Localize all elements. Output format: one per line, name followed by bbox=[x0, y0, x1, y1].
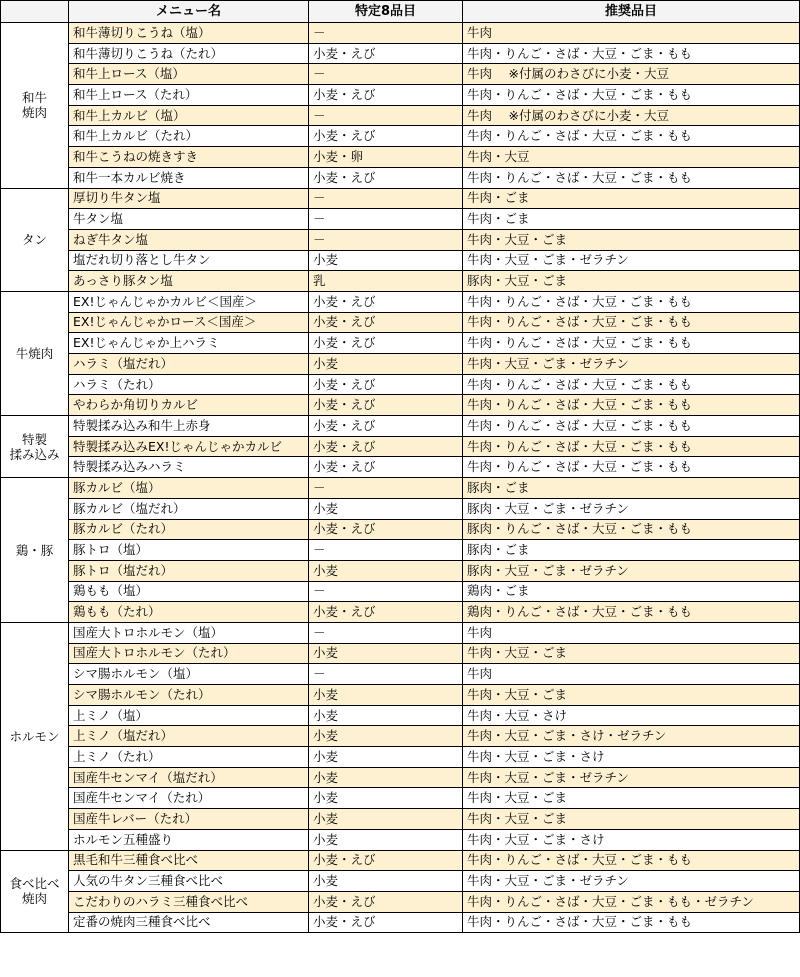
recommended-cell: 牛肉・りんご・さば・大豆・ごま・もも bbox=[463, 850, 800, 871]
table-row bbox=[1, 85, 800, 106]
allergen-cell: 小麦・えび bbox=[309, 312, 463, 333]
table-row bbox=[1, 912, 800, 933]
table-row bbox=[1, 498, 800, 519]
table-row bbox=[1, 457, 800, 478]
table-row bbox=[1, 354, 800, 375]
menu-name-cell: 和牛上カルビ（塩） bbox=[69, 105, 309, 126]
recommended-cell: 牛肉・りんご・さば・大豆・ごま・もも bbox=[463, 416, 800, 437]
recommended-cell: 牛肉・大豆 bbox=[463, 147, 800, 168]
allergen-cell: 小麦 bbox=[309, 726, 463, 747]
menu-name-cell: 鶏もも（たれ） bbox=[69, 602, 309, 623]
table-row bbox=[1, 519, 800, 540]
table-row bbox=[1, 23, 800, 44]
allergen-cell: 小麦 bbox=[309, 871, 463, 892]
allergen-cell: 小麦・えび bbox=[309, 291, 463, 312]
table-row bbox=[1, 891, 800, 912]
allergen-cell: 小麦・えび bbox=[309, 43, 463, 64]
table-row bbox=[1, 540, 800, 561]
allergen-cell: － bbox=[309, 478, 463, 499]
recommended-cell: 牛肉・りんご・さば・大豆・ごま・もも bbox=[463, 167, 800, 188]
recommended-cell: 豚肉・大豆・ごま・ゼラチン bbox=[463, 560, 800, 581]
menu-name-cell: 和牛こうねの焼きすき bbox=[69, 147, 309, 168]
allergen-cell: － bbox=[309, 581, 463, 602]
menu-name-cell: シマ腸ホルモン（塩） bbox=[69, 664, 309, 685]
menu-name-cell: 豚カルビ（たれ） bbox=[69, 519, 309, 540]
allergen-cell: 小麦・えび bbox=[309, 891, 463, 912]
allergen-cell: 小麦 bbox=[309, 250, 463, 271]
allergen-cell: － bbox=[309, 209, 463, 230]
menu-name-cell: 和牛一本カルビ焼き bbox=[69, 167, 309, 188]
recommended-cell: 牛肉・大豆・ごま・ゼラチン bbox=[463, 871, 800, 892]
menu-name-cell: 和牛上ロース（たれ） bbox=[69, 85, 309, 106]
table-row bbox=[1, 850, 800, 871]
allergen-cell: － bbox=[309, 188, 463, 209]
table-row bbox=[1, 126, 800, 147]
recommended-cell: 牛肉・大豆・ごま bbox=[463, 788, 800, 809]
table-row bbox=[1, 147, 800, 168]
table-row bbox=[1, 478, 800, 499]
allergen-cell: － bbox=[309, 664, 463, 685]
recommended-cell: 牛肉・ごま bbox=[463, 209, 800, 230]
table-row bbox=[1, 747, 800, 768]
recommended-cell: 豚肉・大豆・ごま・ゼラチン bbox=[463, 498, 800, 519]
table-body bbox=[1, 23, 800, 933]
recommended-cell: 牛肉・りんご・さば・大豆・ごま・もも bbox=[463, 291, 800, 312]
allergen-cell: 小麦 bbox=[309, 354, 463, 375]
recommended-cell: 牛肉・りんご・さば・大豆・ごま・もも bbox=[463, 333, 800, 354]
recommended-cell: 牛肉・大豆・ごま・さけ bbox=[463, 829, 800, 850]
table-row bbox=[1, 271, 800, 292]
table-row bbox=[1, 188, 800, 209]
header-menu-name: メニュー名 bbox=[69, 1, 309, 23]
allergen-cell: 小麦 bbox=[309, 705, 463, 726]
recommended-cell: 牛肉・大豆・ごま bbox=[463, 643, 800, 664]
recommended-cell: 牛肉 bbox=[463, 622, 800, 643]
recommended-cell: 牛肉・りんご・さば・大豆・ごま・もも bbox=[463, 912, 800, 933]
recommended-cell: 牛肉・りんご・さば・大豆・ごま・もも bbox=[463, 43, 800, 64]
recommended-cell: 豚肉・りんご・さば・大豆・ごま・もも bbox=[463, 519, 800, 540]
recommended-cell: 牛肉・大豆・ごま bbox=[463, 809, 800, 830]
recommended-cell: 牛肉・りんご・さば・大豆・ごま・もも bbox=[463, 85, 800, 106]
menu-name-cell: 豚トロ（塩） bbox=[69, 540, 309, 561]
allergen-cell: － bbox=[309, 622, 463, 643]
menu-name-cell: 国産牛センマイ（塩だれ） bbox=[69, 767, 309, 788]
table-row bbox=[1, 374, 800, 395]
allergen-cell: － bbox=[309, 105, 463, 126]
table-row bbox=[1, 664, 800, 685]
menu-name-cell: やわらか角切りカルビ bbox=[69, 395, 309, 416]
menu-name-cell: ねぎ牛タン塩 bbox=[69, 229, 309, 250]
recommended-cell: 牛肉・りんご・さば・大豆・ごま・もも bbox=[463, 457, 800, 478]
category-cell: ホルモン bbox=[1, 622, 69, 850]
menu-name-cell: シマ腸ホルモン（たれ） bbox=[69, 685, 309, 706]
allergen-cell: 小麦 bbox=[309, 560, 463, 581]
table-row bbox=[1, 416, 800, 437]
table-row bbox=[1, 291, 800, 312]
table-row bbox=[1, 809, 800, 830]
table-row bbox=[1, 333, 800, 354]
table-row bbox=[1, 250, 800, 271]
category-cell: 牛焼肉 bbox=[1, 291, 69, 415]
menu-name-cell: 人気の牛タン三種食べ比べ bbox=[69, 871, 309, 892]
menu-name-cell: 定番の焼肉三種食べ比べ bbox=[69, 912, 309, 933]
recommended-cell: 牛肉・大豆・ごま・ゼラチン bbox=[463, 767, 800, 788]
table-row bbox=[1, 436, 800, 457]
allergen-cell: 小麦 bbox=[309, 809, 463, 830]
table-row bbox=[1, 829, 800, 850]
menu-name-cell: ハラミ（塩だれ） bbox=[69, 354, 309, 375]
menu-name-cell: 上ミノ（塩だれ） bbox=[69, 726, 309, 747]
table-row bbox=[1, 685, 800, 706]
recommended-cell: 牛肉・りんご・さば・大豆・ごま・もも bbox=[463, 374, 800, 395]
header-blank bbox=[1, 1, 69, 23]
menu-name-cell: 豚トロ（塩だれ） bbox=[69, 560, 309, 581]
menu-name-cell: 和牛薄切りこうね（塩） bbox=[69, 23, 309, 44]
allergen-cell: 小麦・えび bbox=[309, 395, 463, 416]
recommended-cell: 牛肉・りんご・さば・大豆・ごま・もも bbox=[463, 395, 800, 416]
table-row bbox=[1, 602, 800, 623]
allergen-cell: 小麦 bbox=[309, 685, 463, 706]
table-row bbox=[1, 871, 800, 892]
menu-name-cell: 鶏もも（塩） bbox=[69, 581, 309, 602]
category-cell: 和牛 焼肉 bbox=[1, 23, 69, 189]
allergen-cell: － bbox=[309, 540, 463, 561]
menu-name-cell: 国産大トロホルモン（たれ） bbox=[69, 643, 309, 664]
menu-name-cell: 黒毛和牛三種食べ比べ bbox=[69, 850, 309, 871]
menu-name-cell: EX!じゃんじゃかカルビ＜国産＞ bbox=[69, 291, 309, 312]
table-row bbox=[1, 312, 800, 333]
recommended-cell: 牛肉・大豆・ごま・ゼラチン bbox=[463, 354, 800, 375]
recommended-cell: 牛肉・大豆・ごま・さけ・ゼラチン bbox=[463, 726, 800, 747]
category-cell: 特製 揉み込み bbox=[1, 416, 69, 478]
table-row bbox=[1, 64, 800, 85]
table-row bbox=[1, 643, 800, 664]
allergen-cell: 小麦・えび bbox=[309, 126, 463, 147]
recommended-cell: 牛肉・大豆・さけ bbox=[463, 705, 800, 726]
allergen-cell: 小麦・えび bbox=[309, 436, 463, 457]
recommended-cell: 牛肉・りんご・さば・大豆・ごま・もも bbox=[463, 312, 800, 333]
allergen-cell: 小麦 bbox=[309, 829, 463, 850]
menu-name-cell: 牛タン塩 bbox=[69, 209, 309, 230]
table-row bbox=[1, 705, 800, 726]
allergen-cell: 小麦・えび bbox=[309, 912, 463, 933]
allergen-cell: 小麦 bbox=[309, 643, 463, 664]
table-row bbox=[1, 622, 800, 643]
allergen-cell: － bbox=[309, 64, 463, 85]
menu-name-cell: 和牛上ロース（塩） bbox=[69, 64, 309, 85]
recommended-cell: 鶏肉・りんご・さば・大豆・ごま・もも bbox=[463, 602, 800, 623]
menu-name-cell: 特製揉み込みEX!じゃんじゃかカルビ bbox=[69, 436, 309, 457]
recommended-cell: 豚肉・ごま bbox=[463, 540, 800, 561]
table-row bbox=[1, 726, 800, 747]
menu-name-cell: EX!じゃんじゃかロース＜国産＞ bbox=[69, 312, 309, 333]
recommended-cell: 牛肉・大豆・ごま・ゼラチン bbox=[463, 250, 800, 271]
recommended-cell: 牛肉 ※付属のわさびに小麦・大豆 bbox=[463, 64, 800, 85]
allergen-cell: － bbox=[309, 23, 463, 44]
recommended-cell: 牛肉・りんご・さば・大豆・ごま・もも bbox=[463, 126, 800, 147]
menu-name-cell: 和牛上カルビ（たれ） bbox=[69, 126, 309, 147]
table-row bbox=[1, 788, 800, 809]
allergen-cell: 小麦・えび bbox=[309, 85, 463, 106]
table-row bbox=[1, 229, 800, 250]
recommended-cell: 牛肉・りんご・さば・大豆・ごま・もも・ゼラチン bbox=[463, 891, 800, 912]
menu-name-cell: 塩だれ切り落とし牛タン bbox=[69, 250, 309, 271]
allergen-cell: 小麦・えび bbox=[309, 167, 463, 188]
category-cell: 食べ比べ 焼肉 bbox=[1, 850, 69, 933]
menu-name-cell: 厚切り牛タン塩 bbox=[69, 188, 309, 209]
menu-name-cell: ホルモン五種盛り bbox=[69, 829, 309, 850]
allergen-cell: 小麦 bbox=[309, 767, 463, 788]
recommended-cell: 豚肉・ごま bbox=[463, 478, 800, 499]
allergen-cell: 小麦 bbox=[309, 788, 463, 809]
header-allergen: 特定8品目 bbox=[309, 1, 463, 23]
menu-name-cell: 豚カルビ（塩） bbox=[69, 478, 309, 499]
recommended-cell: 牛肉 bbox=[463, 23, 800, 44]
table-row bbox=[1, 209, 800, 230]
menu-name-cell: 国産大トロホルモン（塩） bbox=[69, 622, 309, 643]
allergen-cell: 小麦・卵 bbox=[309, 147, 463, 168]
allergen-cell: 小麦・えび bbox=[309, 416, 463, 437]
menu-name-cell: こだわりのハラミ三種食べ比べ bbox=[69, 891, 309, 912]
allergen-cell: 小麦 bbox=[309, 747, 463, 768]
header-row bbox=[1, 1, 800, 23]
menu-name-cell: ハラミ（たれ） bbox=[69, 374, 309, 395]
recommended-cell: 牛肉・大豆・ごま・さけ bbox=[463, 747, 800, 768]
recommended-cell: 牛肉・りんご・さば・大豆・ごま・もも bbox=[463, 436, 800, 457]
allergen-cell: 小麦・えび bbox=[309, 333, 463, 354]
menu-name-cell: 和牛薄切りこうね（たれ） bbox=[69, 43, 309, 64]
recommended-cell: 牛肉・ごま bbox=[463, 188, 800, 209]
menu-name-cell: 上ミノ（たれ） bbox=[69, 747, 309, 768]
table-row bbox=[1, 105, 800, 126]
allergen-cell: 乳 bbox=[309, 271, 463, 292]
allergen-cell: 小麦 bbox=[309, 498, 463, 519]
menu-name-cell: 特製揉み込み和牛上赤身 bbox=[69, 416, 309, 437]
table-row bbox=[1, 581, 800, 602]
table-row bbox=[1, 767, 800, 788]
allergen-cell: 小麦・えび bbox=[309, 457, 463, 478]
allergen-cell: 小麦・えび bbox=[309, 602, 463, 623]
allergen-cell: 小麦・えび bbox=[309, 850, 463, 871]
recommended-cell: 牛肉・大豆・ごま bbox=[463, 229, 800, 250]
menu-name-cell: 上ミノ（塩） bbox=[69, 705, 309, 726]
header-recommended: 推奨品目 bbox=[463, 1, 800, 23]
table-row bbox=[1, 43, 800, 64]
recommended-cell: 豚肉・大豆・ごま bbox=[463, 271, 800, 292]
menu-name-cell: EX!じゃんじゃか上ハラミ bbox=[69, 333, 309, 354]
recommended-cell: 牛肉・大豆・ごま bbox=[463, 685, 800, 706]
recommended-cell: 牛肉 bbox=[463, 664, 800, 685]
recommended-cell: 鶏肉・ごま bbox=[463, 581, 800, 602]
table-row bbox=[1, 395, 800, 416]
allergen-cell: 小麦・えび bbox=[309, 519, 463, 540]
table-row bbox=[1, 560, 800, 581]
menu-name-cell: 国産牛レバー（たれ） bbox=[69, 809, 309, 830]
allergen-cell: 小麦・えび bbox=[309, 374, 463, 395]
category-cell: 鶏・豚 bbox=[1, 478, 69, 623]
menu-name-cell: 豚カルビ（塩だれ） bbox=[69, 498, 309, 519]
menu-name-cell: 国産牛センマイ（たれ） bbox=[69, 788, 309, 809]
menu-name-cell: 特製揉み込みハラミ bbox=[69, 457, 309, 478]
category-cell: タン bbox=[1, 188, 69, 291]
menu-name-cell: あっさり豚タン塩 bbox=[69, 271, 309, 292]
allergen-cell: － bbox=[309, 229, 463, 250]
recommended-cell: 牛肉 ※付属のわさびに小麦・大豆 bbox=[463, 105, 800, 126]
table-row bbox=[1, 167, 800, 188]
